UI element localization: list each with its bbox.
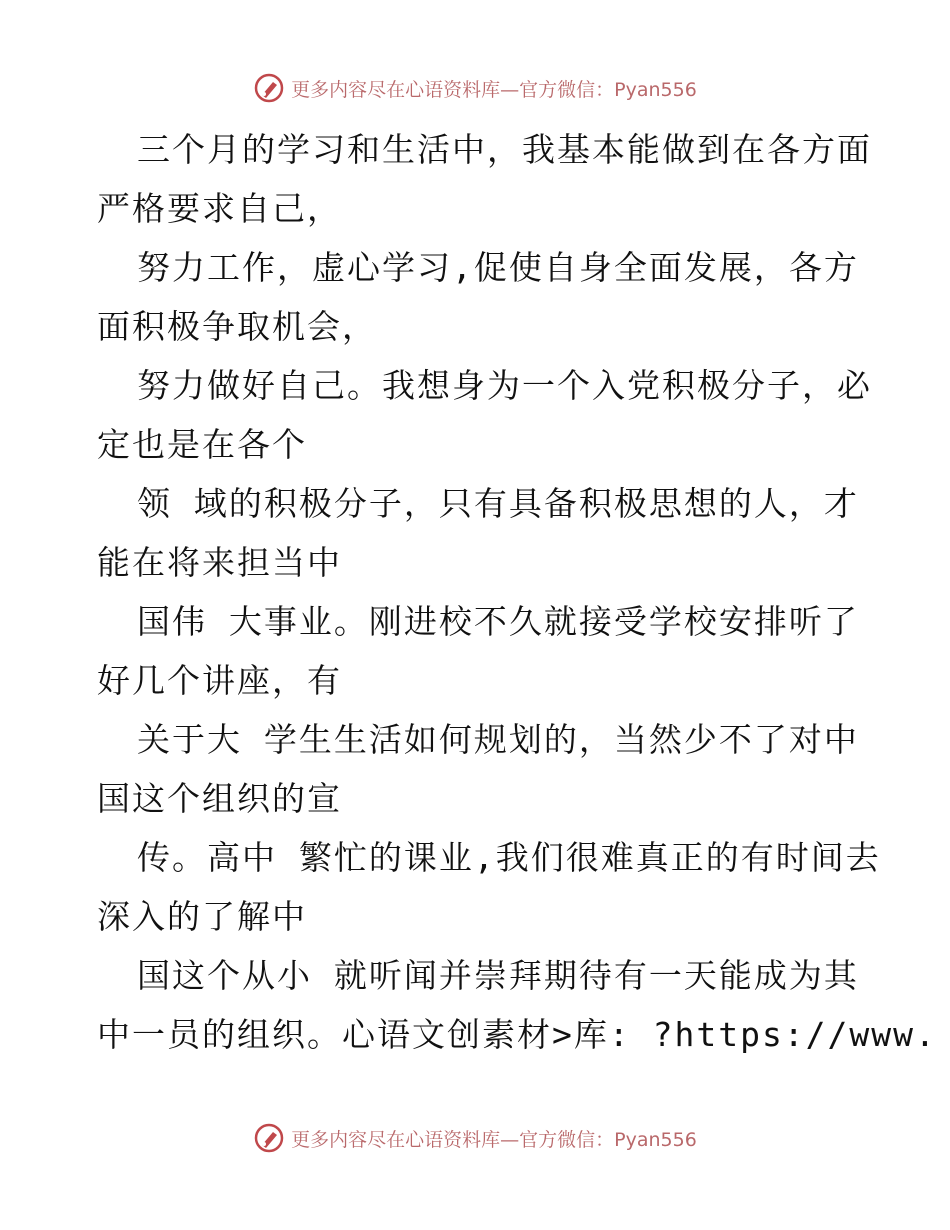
body-line: 三个月的学习和生活中，我基本能做到在各方面 (137, 130, 872, 169)
footer-banner-text: 更多内容尽在心语资料库— (291, 1128, 520, 1151)
body-line: 关于大 学生生活如何规划的，当然少不了对中 (137, 720, 859, 759)
body-line: 国这个从小 就听闻并崇拜期待有一天能成为其 (137, 956, 859, 995)
pen-nib-circle-icon (253, 1122, 285, 1154)
body-line: 国这个组织的宣 (97, 779, 342, 818)
body-line: 国伟 大事业。刚进校不久就接受学校安排听了 (137, 602, 859, 641)
body-line: 领 域的积极分子，只有具备积极思想的人，才 (137, 484, 859, 523)
body-line: 能在将来担当中 (97, 543, 342, 582)
body-line: 严格要求自己， (97, 189, 342, 228)
document-body (97, 120, 937, 1064)
body-line: 传。高中 繁忙的课业,我们很难真正的有时间去 (137, 838, 881, 877)
pen-nib-circle-icon (253, 72, 285, 104)
body-line: 面积极争取机会， (97, 307, 377, 346)
header-wechat: 官方微信：Pyan556 (519, 78, 697, 101)
body-line: 好几个讲座，有 (97, 661, 342, 700)
body-line: 努力做好自己。我想身为一个入党积极分子，必 (137, 366, 872, 405)
header-banner-text: 更多内容尽在心语资料库— (291, 78, 520, 101)
header-banner (0, 72, 950, 104)
body-line: 努力工作，虚心学习,促使自身全面发展，各方 (137, 248, 859, 287)
body-line: 深入的了解中 (97, 897, 307, 936)
footer-banner (0, 1122, 950, 1154)
body-line: 中一员的组织。心语文创素材>库: ?https://www. (97, 1015, 937, 1054)
footer-wechat: 官方微信：Pyan556 (519, 1128, 697, 1151)
body-line: 定也是在各个 (97, 425, 307, 464)
